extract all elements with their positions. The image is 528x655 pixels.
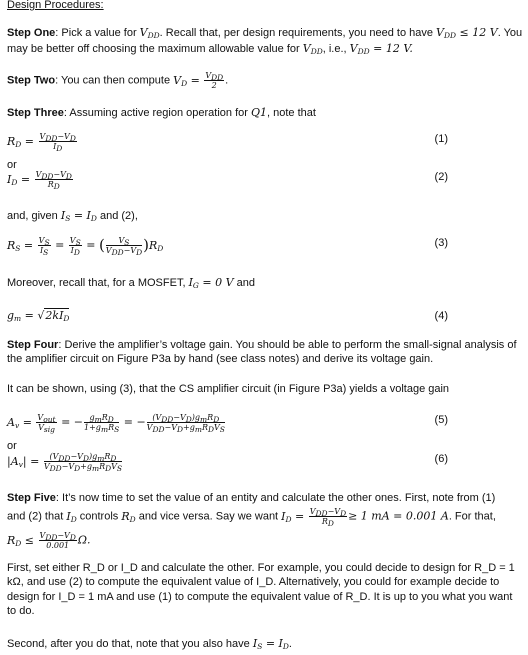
equation-1: $R_D$ = $\frac{V_{DD}-V_D}{I_D}$ (1) <box>7 132 448 154</box>
eq-number-2: (2) <box>434 171 448 183</box>
step-four-paragraph: Step Four: Derive the amplifier’s voltage gain. You should be able to perform the small-signal analysis of the amplifier circuit on Figure P3a by hand (see class notes) and derive its voltage gain. <box>7 339 517 366</box>
eq-number-3: (3) <box>434 237 448 249</box>
step-five-line2: and (2) that $I_D$ controls $R_D$ and vice versa. Say we want $I_D$ = $\frac{V_{DD}-V_D}{R_D}$ ≥ 1 mA = 0.001 A. For that, <box>7 507 496 529</box>
step-five-paragraph3: Second, after you do that, note that you also have $I_S = I_D$. <box>7 637 292 651</box>
section-heading: Design Procedures: <box>7 0 104 11</box>
step-five-label: Step Five <box>7 492 56 504</box>
equation-2: $I_D$ = $\frac{V_{DD}-V_D}{R_D}$ (2) <box>7 170 448 192</box>
eq-number-6: (6) <box>434 453 448 465</box>
step-two-line: Step Two: You can then compute $V_D$ = $\frac{V_{DD}}{2}$ . <box>7 71 229 91</box>
step-three-label: Step Three <box>7 107 64 119</box>
eq-number-5: (5) <box>434 414 448 426</box>
eq-number-1: (1) <box>434 133 448 145</box>
step-two-label: Step Two <box>7 74 56 87</box>
equation-5: $A_v$ = $\frac{V_{out}}{V_{sig}}$ = − $\frac{g_mR_D}{1+g_mR_S}$ = − $\frac{(V_{DD}-V_D)g_mR_D}{V_{DD}-V_D+g_mR_DV_S}$ (5) <box>7 413 448 435</box>
step-one-label: Step One <box>7 27 56 39</box>
and-given-line: and, given $I_S = I_D$ and (2), <box>7 209 138 223</box>
step-three-line: Step Three: Assuming active region operation for Q1, note that <box>7 106 316 119</box>
step-one-line2: may be better off choosing the maximum allowable value for $V_{DD}$, i.e., $V_{DD} = 12$ V. <box>7 42 413 56</box>
equation-4: $g_m = √2kI_D$ (4) <box>7 309 448 323</box>
or-2: or <box>7 440 17 452</box>
eq-number-4: (4) <box>434 310 448 322</box>
equation-3: $R_S$ = $\frac{V_S}{I_S}$ = $\frac{V_S}{I_D}$ = ( $\frac{V_S}{V_{DD}-V_D}$ )$R_D$ (3) <box>7 236 448 258</box>
step-five-line1: Step Five: It’s now time to set the value of an entity and calculate the other ones. First, note from (1) <box>7 492 496 504</box>
step-five-paragraph2: First, set either R_D or I_D and calculate the other. For example, you could decide to design for R_D = 1 kΩ, and use (2) to compute the equivalent value of I_D. Alternatively, you could for example decide to design for I_D = 1 mA and use (1) to compute the equivalent value of R_D. It is up to you what you want to do. <box>7 562 515 617</box>
step-five-rd-inequality: $R_D$ ≤ $\frac{V_{DD}-V_D}{0.001}$ Ω. <box>7 531 91 551</box>
step-one-line1: Step One: Pick a value for $V_{DD}$. Recall that, per design requirements, you need to have $V_{DD} \le 12$ V. You <box>7 26 523 40</box>
equation-6: $|A_v|$ = $\frac{(V_{DD}-V_D)g_mR_D}{V_{DD}-V_D+g_mR_DV_S}$ (6) <box>7 452 448 474</box>
shown-line: It can be shown, using (3), that the CS amplifier circuit (in Figure P3a) yields a voltage gain <box>7 383 450 395</box>
or-1: or <box>7 159 17 171</box>
moreover-line: Moreover, recall that, for a MOSFET, $I_G = 0$ V and <box>7 276 255 290</box>
step-four-label: Step Four <box>7 339 59 351</box>
